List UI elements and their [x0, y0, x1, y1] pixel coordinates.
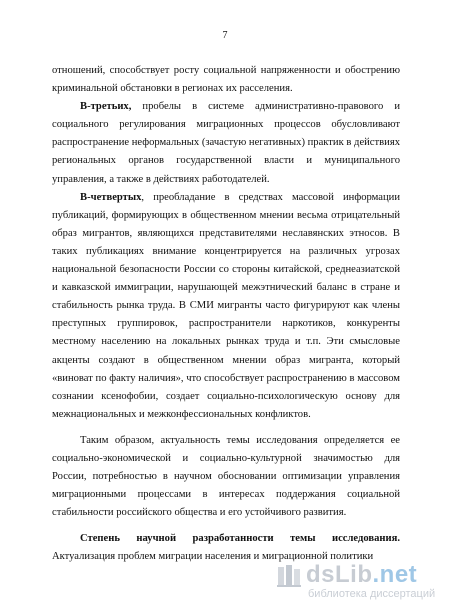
- watermark-subtitle: библиотека диссертаций: [308, 588, 436, 600]
- paragraph-text: Таким образом, актуальность темы исследования определяется ее социально-экономической и социально-культурной значимостью для России, потребностью в научном обосновании оптимизации управления миграционными процессами в интересах поддержания социальной стабильности российского общества и его устойчивого развития.: [52, 434, 400, 519]
- dslib-watermark: [276, 561, 436, 605]
- library-logo-icon: [276, 563, 302, 589]
- paragraph-lead: В-четвертых: [80, 191, 142, 203]
- section-heading: Степень научной разработанности темы исследования.: [80, 533, 400, 545]
- paragraph-text: Актуализация проблем миграции населения и миграционной политики: [52, 551, 374, 563]
- paragraph-text: , преобладание в средствах массовой информации публикаций, формирующих в общественном мнении весьма отрицательный образ мигрантов, являющихся представителями неславянских этносов. В таких публикациях внимание концентрируется на различных угрозах национальной безопасности России со стороны китайской, среднеазиатской и кавказской иммиграции, нарушающей межэтнический баланс в стране и стабильность рынка труда. В СМИ мигранты часто фигурируют как члены преступных группировок, распространители наркотиков, конкуренты местному населению на локальных рынках труда и т.п. Эти смысловые акценты создают в общественном мнении образ мигранта, который «виноват по факту наличия», что способствует распространению в массовом сознании ксенофобии, создает социально-психологическую основу для межнациональных и межконфессиональных конфликтов.: [52, 191, 400, 420]
- paragraph-third: [52, 98, 400, 188]
- paragraph-fourth: [52, 189, 400, 424]
- body-text: [52, 62, 400, 567]
- paragraph-lead: В-третьих,: [80, 101, 132, 113]
- watermark-brand: dsLib.net: [306, 561, 418, 588]
- paragraph-text: пробелы в системе административно-правового и социального регулирования миграционных процессов обусловливают распространение неформальных (зачастую негативных) практик в действиях региональных органов государственной власти и муниципального управления, а также в действиях работодателей.: [52, 101, 400, 185]
- paragraph-continuation: [52, 62, 400, 98]
- paragraph-text: отношений, способствует росту социальной напряженности и обострению криминальной обстановки в регионах их расселения.: [52, 65, 400, 95]
- page-number: 7: [222, 30, 228, 41]
- paragraph-conclusion: [52, 432, 400, 522]
